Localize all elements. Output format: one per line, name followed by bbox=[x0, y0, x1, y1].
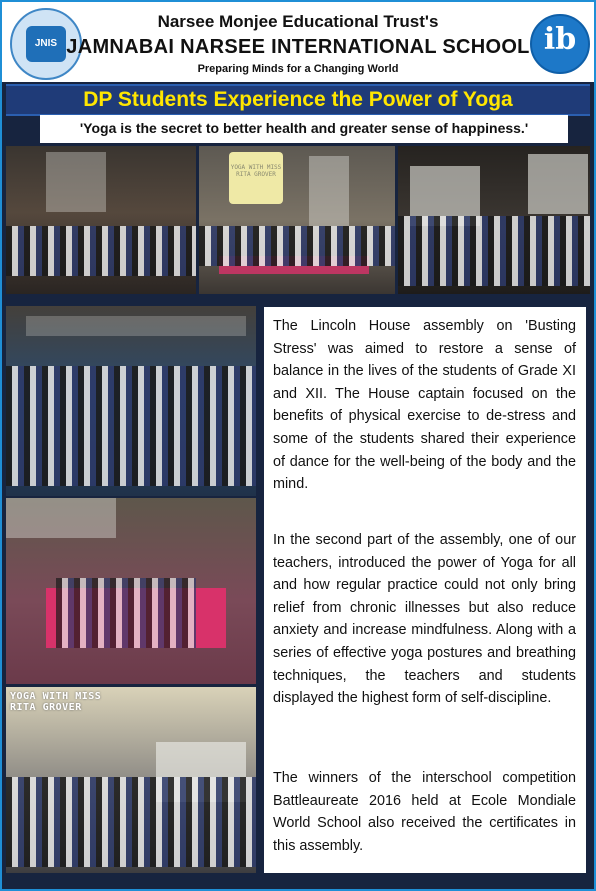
header bbox=[2, 2, 594, 82]
photo-auditorium-crowd bbox=[6, 306, 256, 496]
screen-caption-large: YOGA WITH MISS RITA GROVER bbox=[10, 691, 102, 713]
photo-yoga-mats bbox=[6, 498, 256, 684]
photo-certificate-winners bbox=[6, 687, 256, 873]
title-bar bbox=[6, 84, 590, 116]
photo-yoga-screen bbox=[199, 146, 395, 294]
article-text-box bbox=[264, 307, 586, 873]
ib-logo bbox=[530, 14, 590, 74]
school-tagline: Preparing Minds for a Changing World bbox=[197, 63, 399, 75]
article-paragraph-2: In the second part of the assembly, one of our teachers, introduced the power of Yoga for all and how regular practice could not only bring relief from chronic illnesses but also reduce anxiety and increase mindfulness. Along with a series of effective yoga postures and breathing techniques, the teachers and students displayed the highest form of self-discipline. bbox=[273, 532, 576, 707]
photo-assembly-hall bbox=[6, 146, 196, 294]
bottom-strip bbox=[2, 877, 594, 889]
page-title: DP Students Experience the Power of Yoga bbox=[83, 88, 513, 111]
trust-name: Narsee Monjee Educational Trust's bbox=[157, 12, 439, 31]
photo-students-stretching bbox=[398, 146, 590, 294]
school-name: JAMNABAI NARSEE INTERNATIONAL SCHOOL bbox=[66, 36, 530, 58]
school-logo-text: JNIS bbox=[26, 26, 66, 62]
ib-logo-text: ib bbox=[543, 22, 577, 57]
article-paragraph-3: The winners of the interschool competition Battleaureate 2016 held at Ecole Mondiale World School also received the certificates in this assembly. bbox=[273, 770, 576, 854]
quote-text: 'Yoga is the secret to better health and greater sense of happiness.' bbox=[79, 120, 529, 136]
screen-caption-small: YOGA WITH MISS RITA GROVER bbox=[230, 164, 282, 178]
quote-box bbox=[40, 115, 568, 143]
article-paragraph-1: The Lincoln House assembly on 'Busting Stress' was aimed to restore a sense of balance in the lives of the students of Grade XI and XII. The House captain focused on the benefits of physical exercise to de-stress and some of the students shared their experience of dance for the well-being of the body and the mind. bbox=[273, 318, 576, 493]
